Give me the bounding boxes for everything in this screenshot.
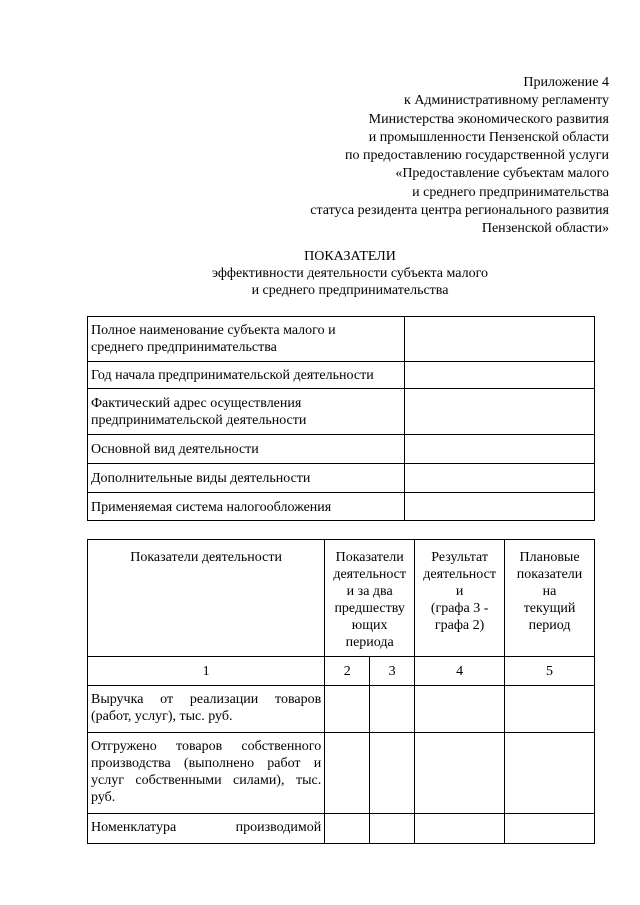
- column-number: 4: [415, 657, 505, 686]
- indicator-line: (работ, услуг), тыс. руб.: [91, 709, 233, 724]
- appendix-header: [189, 74, 609, 239]
- info-label-line: предпринимательской деятельности: [91, 413, 307, 428]
- performance-table: [87, 539, 595, 844]
- header-text: Показатели деятельности: [130, 550, 282, 565]
- header-line: Результат: [431, 550, 488, 565]
- indicator-label: [88, 686, 325, 733]
- info-label-line: Год начала предпринимательской деятельности: [91, 368, 374, 383]
- value-cell[interactable]: [370, 686, 415, 733]
- header-line: и: [455, 584, 464, 599]
- info-value[interactable]: [405, 317, 595, 362]
- indicator-label: [88, 814, 325, 844]
- column-number: 3: [370, 657, 415, 686]
- value-cell[interactable]: [325, 814, 370, 844]
- header-line: и за два: [346, 584, 393, 599]
- table-row: [88, 317, 595, 362]
- value-cell[interactable]: [505, 686, 595, 733]
- value-cell[interactable]: [415, 733, 505, 814]
- indicator-line: руб.: [91, 790, 116, 805]
- appendix-line: Министерства экономического развития: [368, 111, 609, 127]
- header-line: (графа 3 -: [430, 601, 489, 616]
- table-row: [88, 435, 595, 464]
- header-previous-periods: [325, 540, 415, 657]
- appendix-line: и промышленности Пензенской области: [368, 129, 609, 145]
- info-label-line: Основной вид деятельности: [91, 442, 259, 457]
- info-label: [88, 317, 405, 362]
- column-number: 1: [88, 657, 325, 686]
- info-value[interactable]: [405, 464, 595, 493]
- value-cell[interactable]: [415, 814, 505, 844]
- indicator-line: производства (выполнено работ и: [91, 756, 322, 771]
- header-line: предшеству: [334, 601, 405, 616]
- table-row: [88, 733, 595, 814]
- entity-info-table: [87, 316, 595, 521]
- header-line: периода: [345, 635, 394, 650]
- indicator-line: Номенклатура производимой: [91, 820, 322, 835]
- document-title: ПОКАЗАТЕЛИ: [304, 249, 396, 264]
- table-row: [88, 464, 595, 493]
- header-line: Плановые: [519, 550, 580, 565]
- appendix-line: и среднего предпринимательства: [412, 184, 609, 200]
- indicator-line: Отгружено товаров собственного: [91, 739, 322, 754]
- header-line: текущий: [523, 601, 576, 616]
- info-label: [88, 493, 405, 521]
- appendix-line: Пензенской области»: [481, 221, 609, 237]
- info-value[interactable]: [405, 493, 595, 521]
- value-cell[interactable]: [370, 733, 415, 814]
- header-line: деятельност: [333, 567, 406, 582]
- info-label: [88, 389, 405, 435]
- header-line: ющих: [351, 618, 388, 633]
- value-cell[interactable]: [415, 686, 505, 733]
- value-cell[interactable]: [325, 686, 370, 733]
- info-label: [88, 435, 405, 464]
- header-indicators: [88, 540, 325, 657]
- table-row: [88, 389, 595, 435]
- value-cell[interactable]: [505, 814, 595, 844]
- header-line: на: [542, 584, 557, 599]
- info-label-line: Применяемая система налогообложения: [91, 500, 332, 515]
- table-header-row: [88, 540, 595, 657]
- info-value[interactable]: [405, 435, 595, 464]
- appendix-line: «Предоставление субъектам малого: [395, 166, 609, 182]
- info-value[interactable]: [405, 362, 595, 389]
- info-label-line: Полное наименование субъекта малого и: [91, 323, 336, 338]
- column-number: 2: [325, 657, 370, 686]
- table-row: [88, 814, 595, 844]
- info-label-line: Фактический адрес осуществления: [91, 396, 302, 411]
- column-number: 5: [505, 657, 595, 686]
- header-result: [415, 540, 505, 657]
- info-value[interactable]: [405, 389, 595, 435]
- header-line: деятельност: [423, 567, 496, 582]
- header-line: графа 2): [434, 618, 485, 633]
- info-label: [88, 464, 405, 493]
- indicator-line: Выручка от реализации товаров: [91, 692, 322, 707]
- appendix-line: по предоставлению государственной услуги: [345, 148, 609, 164]
- table-row: [88, 493, 595, 521]
- document-heading: [0, 248, 640, 299]
- header-line: Показатели: [335, 550, 404, 565]
- table-row: [88, 362, 595, 389]
- document-subtitle: и среднего предпринимательства: [251, 283, 449, 298]
- indicator-line: услуг собственными силами), тыс.: [91, 773, 322, 788]
- value-cell[interactable]: [370, 814, 415, 844]
- column-numbers-row: [88, 657, 595, 686]
- info-label: [88, 362, 405, 389]
- info-label-line: Дополнительные виды деятельности: [91, 471, 311, 486]
- appendix-line: Приложение 4: [523, 75, 609, 90]
- table-row: [88, 686, 595, 733]
- value-cell[interactable]: [505, 733, 595, 814]
- info-label-line: среднего предпринимательства: [91, 340, 277, 355]
- header-line: показатели: [516, 567, 583, 582]
- appendix-line: статуса резидента центра регионального развития: [310, 203, 609, 219]
- header-line: период: [528, 618, 571, 633]
- indicator-label: [88, 733, 325, 814]
- value-cell[interactable]: [325, 733, 370, 814]
- document-subtitle: эффективности деятельности субъекта малого: [211, 266, 489, 281]
- appendix-line: к Административному регламенту: [404, 93, 609, 109]
- header-planned: [505, 540, 595, 657]
